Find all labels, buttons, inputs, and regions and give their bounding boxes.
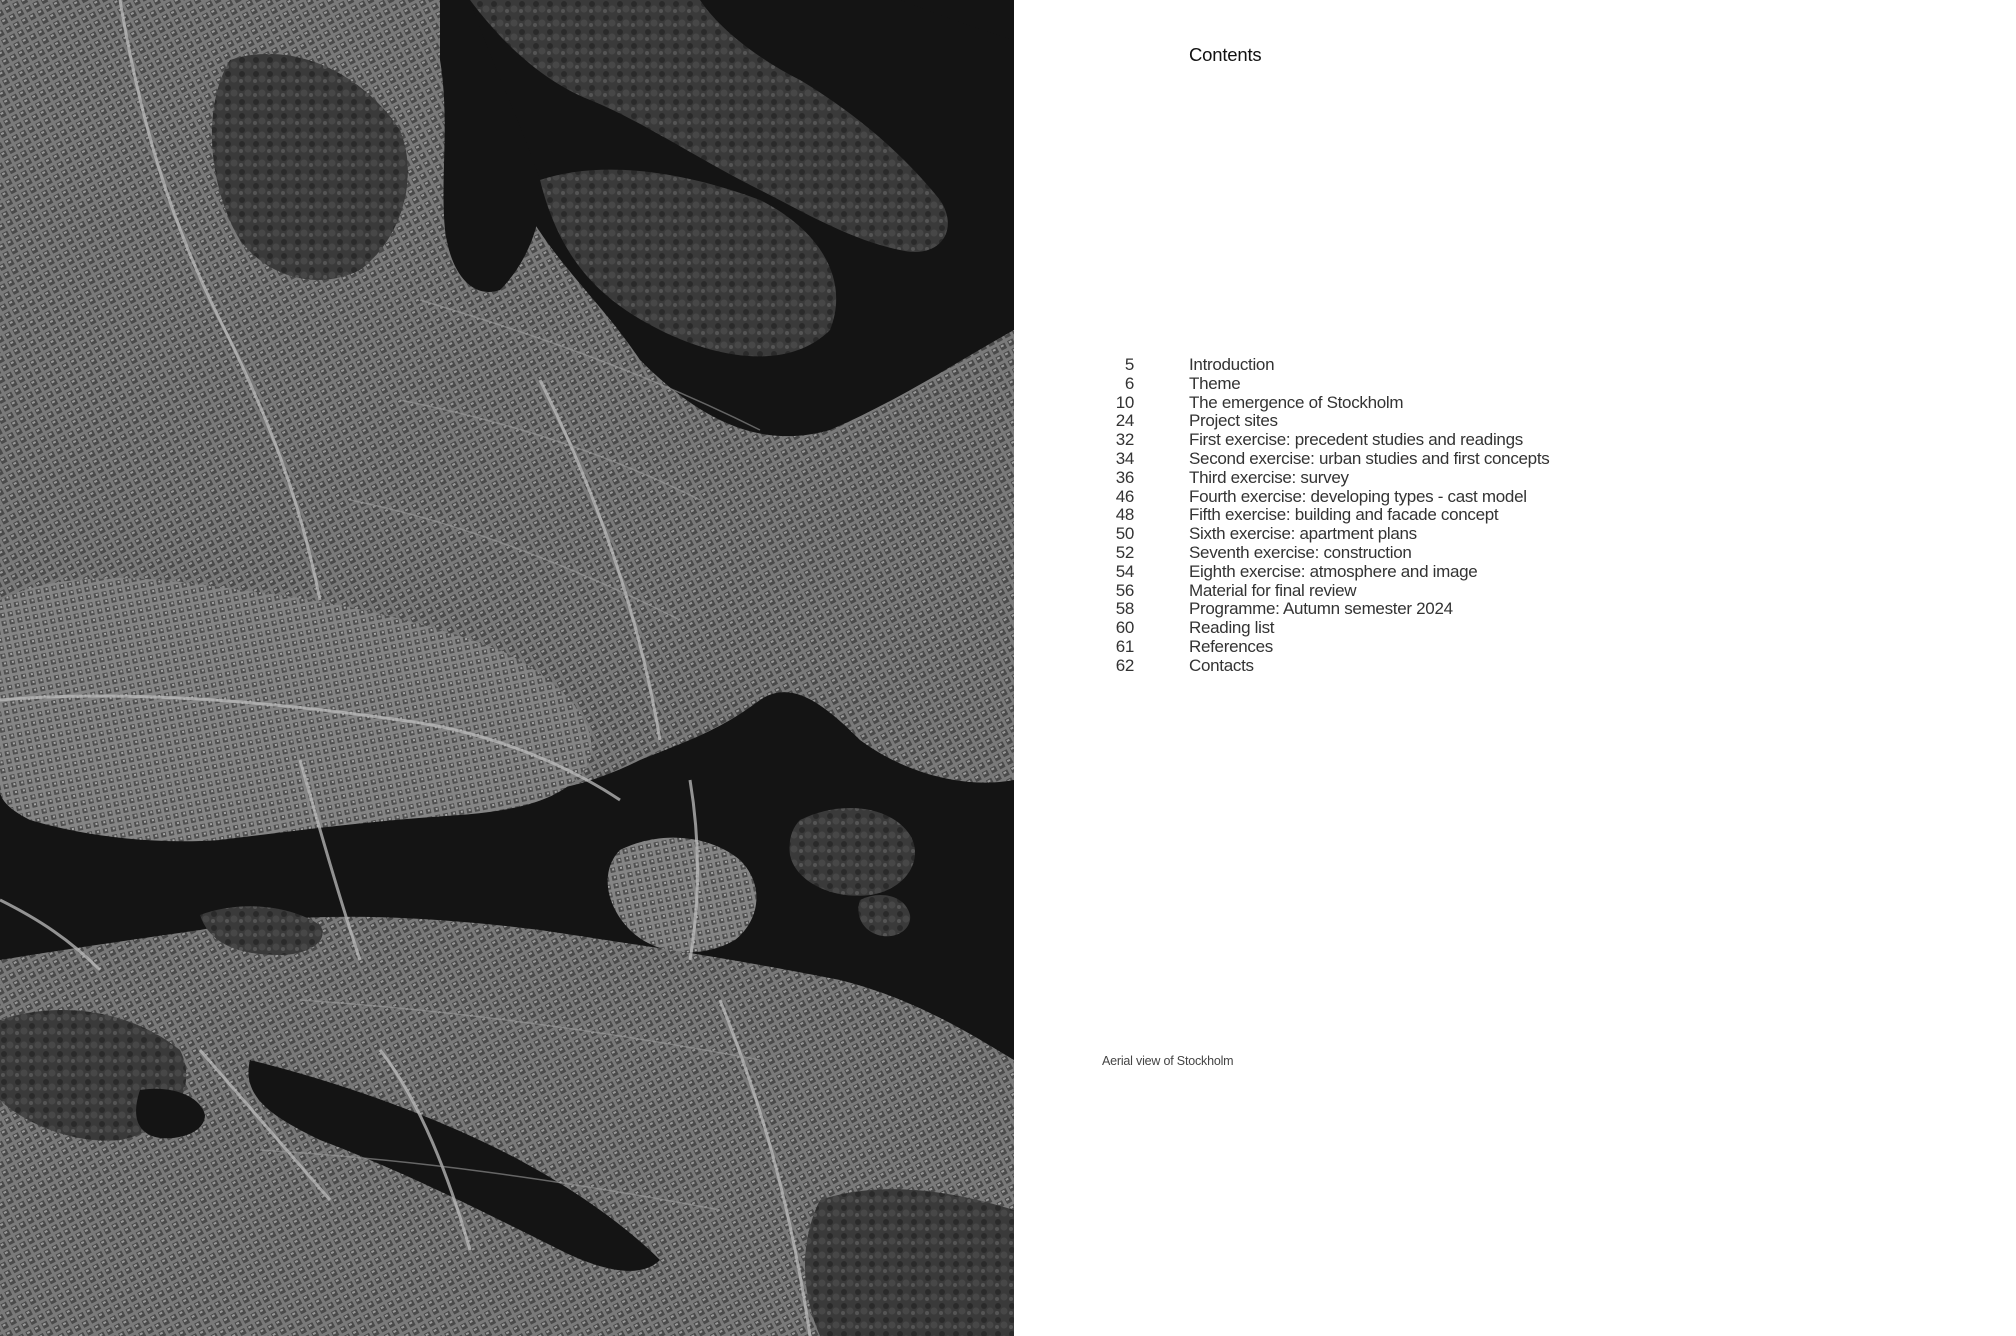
toc-page-number: 48 xyxy=(1115,505,1134,525)
toc-entry xyxy=(1094,393,1549,412)
toc-entry-title: Second exercise: urban studies and first concepts xyxy=(1189,448,1550,468)
toc-entry xyxy=(1094,562,1549,581)
toc-entry xyxy=(1094,599,1549,618)
toc-entry-title: Contacts xyxy=(1189,655,1254,675)
toc-entry xyxy=(1094,430,1549,449)
toc-page-number: 24 xyxy=(1115,411,1134,431)
contents-page xyxy=(1014,0,2016,1336)
toc-entry-title: Theme xyxy=(1189,373,1241,393)
toc-entry xyxy=(1094,505,1549,524)
toc-entry xyxy=(1094,487,1549,506)
toc-entry-title: Material for final review xyxy=(1189,580,1357,600)
toc-entry-title: Reading list xyxy=(1189,618,1275,638)
toc-entry-title: References xyxy=(1189,636,1273,656)
toc-page-number: 60 xyxy=(1115,618,1134,638)
toc-entry xyxy=(1094,618,1549,637)
toc-entry xyxy=(1094,374,1549,393)
toc-entry xyxy=(1094,411,1549,430)
toc-page-number: 62 xyxy=(1115,655,1134,675)
toc-page-number: 36 xyxy=(1115,467,1134,487)
toc-page-number: 50 xyxy=(1115,524,1134,544)
toc-page-number: 58 xyxy=(1115,599,1134,619)
toc-entry-title: First exercise: precedent studies and readings xyxy=(1189,430,1523,450)
toc-entry-title: Third exercise: survey xyxy=(1189,467,1349,487)
toc-entry-title: Fourth exercise: developing types - cast model xyxy=(1189,486,1527,506)
toc-entry xyxy=(1094,468,1549,487)
toc-entry-title: The emergence of Stockholm xyxy=(1189,392,1404,412)
page-title: Contents xyxy=(1189,44,1262,65)
toc-entry-title: Programme: Autumn semester 2024 xyxy=(1189,599,1453,619)
toc-entry-title: Seventh exercise: construction xyxy=(1189,542,1412,562)
toc-entry xyxy=(1094,581,1549,600)
toc-entry-title: Introduction xyxy=(1189,355,1275,374)
toc-entry-title: Fifth exercise: building and facade concept xyxy=(1189,505,1499,525)
toc-entry xyxy=(1094,656,1549,675)
toc-entry-title: Eighth exercise: atmosphere and image xyxy=(1189,561,1478,581)
toc-page-number: 61 xyxy=(1115,636,1134,656)
toc-page-number: 56 xyxy=(1115,580,1134,600)
toc-page-number: 34 xyxy=(1115,448,1134,468)
toc-entry-title: Sixth exercise: apartment plans xyxy=(1189,524,1417,544)
toc-page-number: 52 xyxy=(1115,542,1134,562)
toc-entry xyxy=(1094,637,1549,656)
toc-page-number: 54 xyxy=(1115,561,1134,581)
table-of-contents xyxy=(1094,355,1549,675)
toc-entry xyxy=(1094,355,1549,374)
toc-entry-title: Project sites xyxy=(1189,411,1278,431)
toc-page-number: 32 xyxy=(1115,430,1134,450)
toc-page-number: 6 xyxy=(1124,373,1134,393)
toc-page-number: 46 xyxy=(1115,486,1134,506)
toc-entry xyxy=(1094,524,1549,543)
toc-entry xyxy=(1094,543,1549,562)
toc-page-number: 10 xyxy=(1115,392,1134,412)
image-caption: Aerial view of Stockholm xyxy=(1102,1054,1234,1068)
toc-entry xyxy=(1094,449,1549,468)
toc-page-number: 5 xyxy=(1124,355,1134,374)
